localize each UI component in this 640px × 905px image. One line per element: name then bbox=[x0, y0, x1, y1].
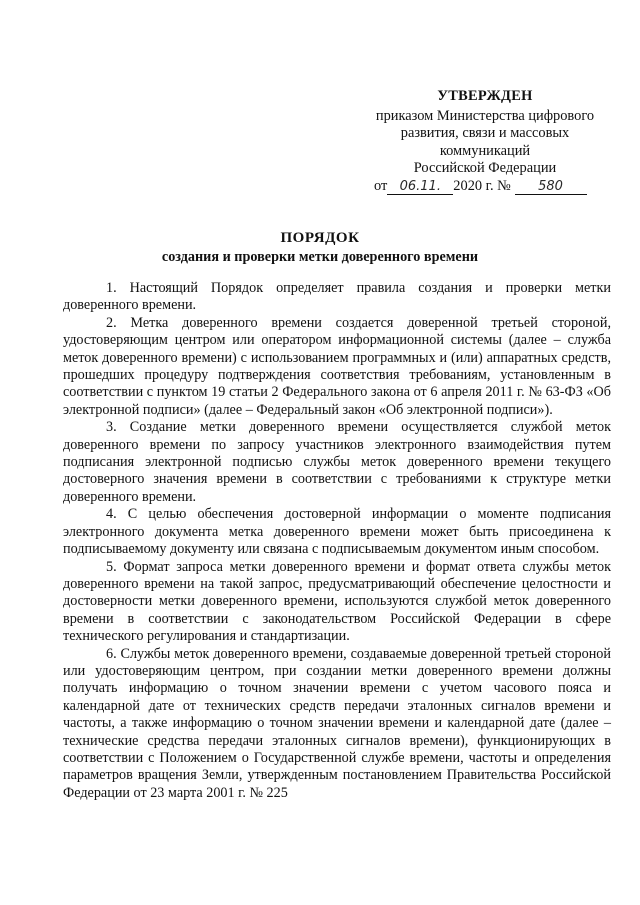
paragraph-4: 4. С целью обеспечения достоверной информации о моменте подписания электронного документа метка доверенного времени может быть присоединена к подписываемому документу или связана с подписываемым документом иным способом. bbox=[63, 506, 611, 558]
paragraph-3: 3. Создание метки доверенного времени осуществляется службой меток доверенного времени по запросу участников электронного взаимодействия путем подписания электронной подписью службы меток доверенного времени текущего достоверного значения времени в соответствии с требованиями к структуре метки доверенного времени. bbox=[63, 419, 611, 505]
document-title: ПОРЯДОК bbox=[280, 230, 360, 246]
handwritten-order-number: 580 bbox=[515, 179, 587, 195]
approval-line: коммуникаций bbox=[439, 142, 531, 159]
year-number-label: 2020 г. № bbox=[453, 177, 511, 194]
approval-stamp-block bbox=[360, 88, 610, 195]
approval-line: Российской Федерации bbox=[413, 160, 557, 176]
date-prefix: от bbox=[374, 177, 388, 194]
paragraph-1: 1. Настоящий Порядок определяет правила создания и проверки метки доверенного времени. bbox=[63, 280, 611, 314]
document-subtitle: создания и проверки метки доверенного времени bbox=[161, 249, 479, 265]
handwritten-date: 06.11. bbox=[387, 179, 453, 195]
approval-line: развития, связи и массовых bbox=[400, 125, 570, 141]
document-body bbox=[63, 280, 611, 802]
order-date-number-line bbox=[360, 178, 610, 196]
approval-line: приказом Министерства цифрового bbox=[375, 107, 595, 124]
paragraph-5: 5. Формат запроса метки доверенного времени и формат ответа службы меток доверенного времени на такой запрос, предусматривающий обеспечение целостности и достоверности метки доверенного времени, используются службой меток доверенного времени в соответствии с законодательством Российской Федерации в сфере технического регулирования и стандартизации. bbox=[63, 558, 611, 645]
paragraph-2: 2. Метка доверенного времени создается доверенной третьей стороной, удостоверяющим центром или оператором информационной системы (далее – служба меток доверенного времени) с использованием программных и (или) аппаратных средств, прошедших процедуру подтверждения соответствия требованиям, установленным в соответствии с пунктом 19 статьи 2 Федерального закона от 6 апреля 2011 г. № 63-ФЗ «Об электронной подписи» (далее – Федеральный закон «Об электронной подписи»). bbox=[63, 314, 611, 418]
approval-title: УТВЕРЖДЕН bbox=[437, 88, 533, 104]
paragraph-6: 6. Службы меток доверенного времени, создаваемые доверенной третьей стороной или удостоверяющим центром, при создании метки доверенного времени должны получать информацию о точном значении времени с учетом часового пояса и календарной дате от технических средств передачи эталонных сигналов времени и частоты, а также информацию о точном значении времени и календарной дате (далее – технические средства передачи эталонных сигналов времени), функционирующих в соответствии с Положением о Государственной службе времени, частоты и определения параметров вращения Земли, утвержденным постановлением Правительства Российской Федерации от 23 марта 2001 г. № 225 bbox=[63, 645, 611, 801]
